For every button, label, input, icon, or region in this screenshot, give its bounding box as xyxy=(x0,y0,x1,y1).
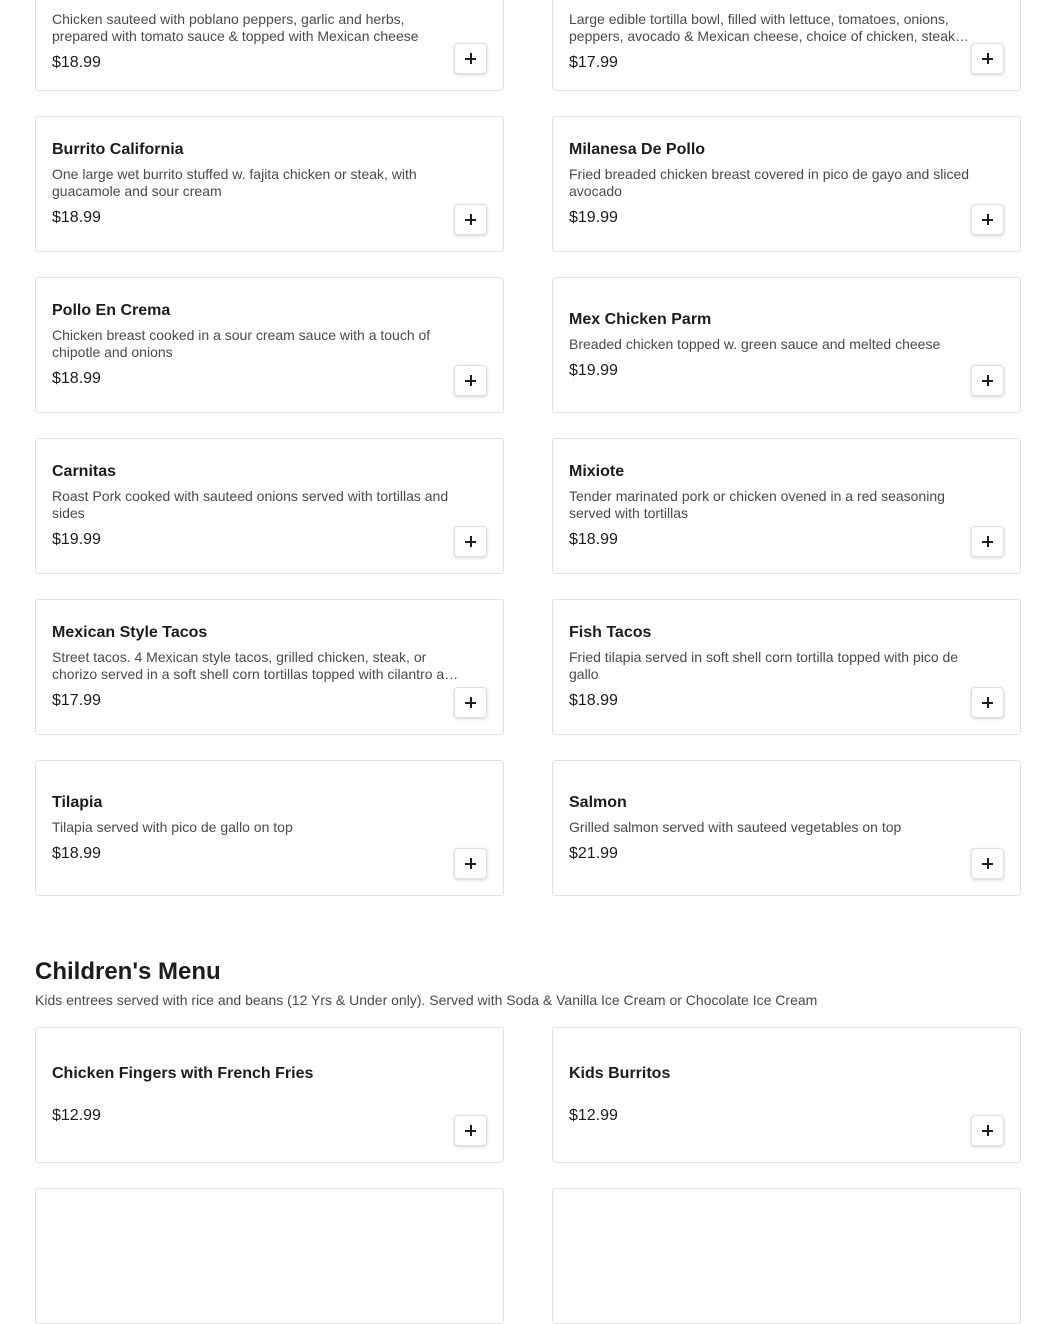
plus-icon xyxy=(465,697,476,708)
plus-icon xyxy=(982,375,993,386)
menu-item-price: $19.99 xyxy=(569,209,618,226)
plus-icon xyxy=(465,1125,476,1136)
add-item-button[interactable] xyxy=(971,1115,1004,1146)
menu-item-price: $17.99 xyxy=(569,54,618,71)
menu-item-name: Mex Chicken Parm xyxy=(569,310,712,328)
plus-icon xyxy=(982,1125,993,1136)
section-description: Kids entrees served with rice and beans (12 Yrs & Under only). Served with Soda & Vanilla Ice Cream or Chocolate Ice Cream xyxy=(35,992,818,1008)
add-item-button[interactable] xyxy=(971,43,1004,74)
plus-icon xyxy=(465,536,476,547)
menu-item-card[interactable] xyxy=(35,277,504,413)
menu-item-card[interactable] xyxy=(552,116,1021,252)
plus-icon xyxy=(465,375,476,386)
menu-item-name: Chicken Fingers with French Fries xyxy=(52,1065,314,1082)
menu-item-description: Fried tilapia served in soft shell corn tortilla topped with pico de gallo xyxy=(569,649,959,682)
menu-item-card[interactable] xyxy=(35,599,504,735)
add-item-button[interactable] xyxy=(971,848,1004,879)
menu-item-card[interactable] xyxy=(552,277,1021,413)
menu-item-description: Large edible tortilla bowl, filled with lettuce, tomatoes, onions, peppers, avocado & Mexican cheese, choice of chicken, steak xyxy=(569,11,955,44)
menu-item-price: $19.99 xyxy=(569,361,618,379)
add-item-button[interactable] xyxy=(454,204,487,235)
menu-item-price: $18.99 xyxy=(569,692,618,709)
menu-item-description: One large wet burrito stuffed w. fajita chicken or steak, with guacamole and sour cream xyxy=(52,166,417,199)
add-item-button[interactable] xyxy=(454,526,487,557)
menu-item-description: Breaded chicken topped w. green sauce and melted cheese xyxy=(569,335,941,352)
plus-icon xyxy=(982,697,993,708)
menu-item-description: Chicken breast cooked in a sour cream sauce with a touch of chipotle and onions xyxy=(52,327,431,360)
menu-item-price: $12.99 xyxy=(52,1107,101,1124)
menu-item-price: $12.99 xyxy=(569,1107,618,1124)
menu-item-description: Roast Pork cooked with sauteed onions served with tortillas and sides xyxy=(52,488,449,521)
menu-item-price: $21.99 xyxy=(569,844,618,862)
menu-item-card[interactable] xyxy=(552,0,1021,91)
plus-icon xyxy=(982,858,993,869)
add-item-button[interactable] xyxy=(971,365,1004,396)
menu-item-card[interactable] xyxy=(552,760,1021,896)
menu-item-price: $18.99 xyxy=(52,54,101,71)
add-item-button[interactable] xyxy=(454,848,487,879)
section-title: Children's Menu xyxy=(35,958,221,985)
menu-item-card[interactable] xyxy=(35,0,504,91)
plus-icon xyxy=(465,214,476,225)
menu-item-name: Mixiote xyxy=(569,463,625,480)
menu-item-price: $19.99 xyxy=(52,531,101,548)
add-item-button[interactable] xyxy=(971,204,1004,235)
menu-item-description: Chicken sauteed with poblano peppers, garlic and herbs, prepared with tomato sauce & topped with Mexican cheese xyxy=(52,11,419,44)
menu-item-price: $18.99 xyxy=(52,209,101,226)
menu-item-card[interactable] xyxy=(552,1188,1021,1324)
menu-item-card[interactable] xyxy=(35,1188,504,1324)
menu-item-card[interactable] xyxy=(35,760,504,896)
menu-item-price: $17.99 xyxy=(52,692,101,709)
menu-item-name: Tilapia xyxy=(52,793,103,811)
plus-icon xyxy=(982,536,993,547)
add-item-button[interactable] xyxy=(971,687,1004,718)
menu-item-name: Carnitas xyxy=(52,463,117,480)
menu-item-description: Grilled salmon served with sauteed vegetables on top xyxy=(569,818,902,835)
menu-item-price: $18.99 xyxy=(52,370,101,387)
menu-item-name: Kids Burritos xyxy=(569,1065,671,1082)
menu-item-card[interactable] xyxy=(35,116,504,252)
menu-item-name: Pollo En Crema xyxy=(52,302,171,319)
menu-item-price: $18.99 xyxy=(569,531,618,548)
menu-item-card[interactable] xyxy=(552,1027,1021,1163)
plus-icon xyxy=(465,53,476,64)
add-item-button[interactable] xyxy=(971,526,1004,557)
menu-item-description: Tilapia served with pico de gallo on top xyxy=(52,818,293,835)
menu-item-card[interactable] xyxy=(35,1027,504,1163)
menu-item-name: Milanesa De Pollo xyxy=(569,141,706,158)
plus-icon xyxy=(465,858,476,869)
menu-item-name: Fish Tacos xyxy=(569,624,652,641)
add-item-button[interactable] xyxy=(454,687,487,718)
menu-item-description xyxy=(52,1090,463,1098)
menu-item-card[interactable] xyxy=(552,438,1021,574)
menu-item-card[interactable] xyxy=(35,438,504,574)
menu-item-name: Burrito California xyxy=(52,141,184,158)
menu-item-description: Street tacos. 4 Mexican style tacos, grilled chicken, steak, or chorizo served in a soft shell corn tortillas topped with cilantro and xyxy=(52,649,460,682)
menu-item-name: Mexican Style Tacos xyxy=(52,624,208,641)
add-item-button[interactable] xyxy=(454,1115,487,1146)
add-item-button[interactable] xyxy=(454,365,487,396)
menu-item-card[interactable] xyxy=(552,599,1021,735)
menu-item-description: Fried breaded chicken breast covered in pico de gayo and sliced avocado xyxy=(569,166,970,199)
menu-item-name: Salmon xyxy=(569,793,627,811)
add-item-button[interactable] xyxy=(454,43,487,74)
menu-item-price: $18.99 xyxy=(52,844,101,862)
plus-icon xyxy=(982,53,993,64)
menu-item-description xyxy=(569,1090,980,1098)
plus-icon xyxy=(982,214,993,225)
menu-item-description: Tender marinated pork or chicken ovened in a red seasoning served with tortillas xyxy=(569,488,945,521)
